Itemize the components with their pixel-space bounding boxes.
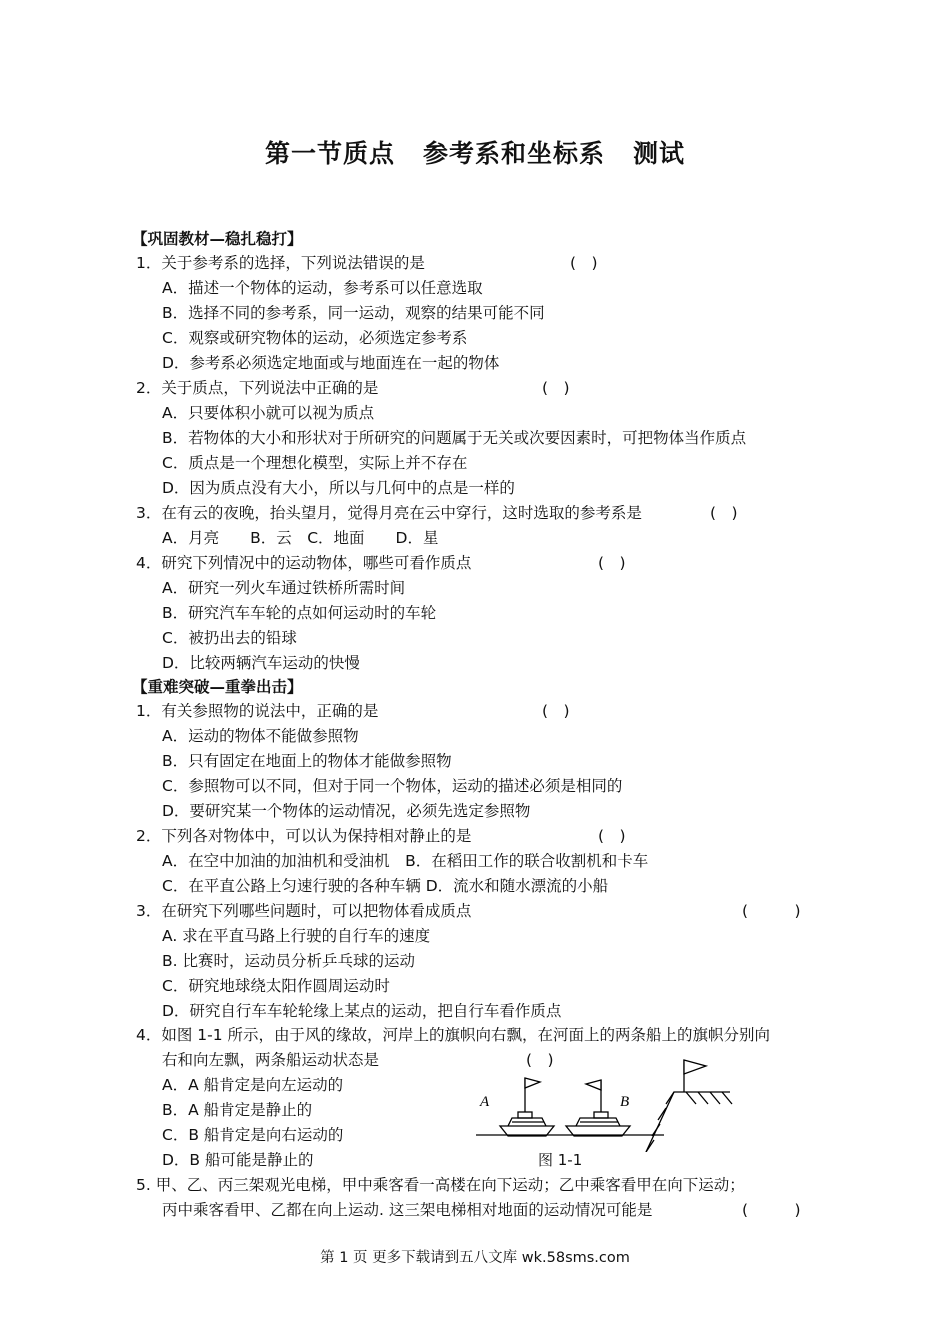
s2-q1-d: D．要研究某一个物体的运动情况，必须先选定参照物 xyxy=(162,802,531,820)
page-footer: 第 1 页 更多下载请到五八文库 wk.58sms.com xyxy=(320,1250,630,1266)
boat-b-label: B xyxy=(620,1094,630,1110)
title-part-2: 参考系和坐标系 xyxy=(422,139,605,168)
s1-q4-b: B．研究汽车车轮的点如何运动时的车轮 xyxy=(162,604,437,622)
flag-b xyxy=(586,1080,601,1090)
s1-q2-stem: 2．关于质点，下列说法中正确的是 xyxy=(136,379,379,397)
s2-q2-stem: 2．下列各对物体中，可以认为保持相对静止的是 xyxy=(136,827,472,845)
s1-q2-paren: ( ) xyxy=(542,379,570,397)
s2-q1-stem: 1．有关参照物的说法中，正确的是 xyxy=(136,702,379,720)
title-part-3: 测试 xyxy=(633,139,686,168)
s2-q3-stem: 3．在研究下列哪些问题时，可以把物体看成质点 xyxy=(136,902,472,920)
s1-q4-stem: 4．研究下列情况中的运动物体，哪些可看作质点 xyxy=(136,554,472,572)
s1-q1-b: B．选择不同的参考系，同一运动，观察的结果可能不同 xyxy=(162,304,545,322)
s2-q2-paren: ( ) xyxy=(598,827,626,845)
river-bank xyxy=(646,1060,732,1152)
page-title xyxy=(0,134,950,170)
s2-q4-b: B．A 船肯定是静止的 xyxy=(162,1101,313,1119)
s2-q4-stem-1: 4．如图 1-1 所示，由于风的缘故，河岸上的旗帜向右飘，在河面上的两条船上的旗帜分别向 xyxy=(136,1026,771,1044)
title-part-1: 第一节质点 xyxy=(264,139,395,168)
boat-a-label: A xyxy=(480,1094,490,1110)
section-heading-1: 【巩固教材—稳扎稳打】 xyxy=(132,230,303,248)
s1-q1-a: A．描述一个物体的运动，参考系可以任意选取 xyxy=(162,279,483,297)
s2-q1-c: C．参照物可以不同，但对于同一个物体，运动的描述必须是相同的 xyxy=(162,777,623,795)
s2-q4-paren: ( ) xyxy=(526,1051,554,1069)
s1-q4-d: D．比较两辆汽车运动的快慢 xyxy=(162,654,360,672)
s2-q4-stem-2: 右和向左飘，两条船运动状态是 xyxy=(162,1051,380,1069)
s2-q3-d: D．研究自行车车轮轮缘上某点的运动，把自行车看作质点 xyxy=(162,1002,562,1020)
s2-q1-paren: ( ) xyxy=(542,702,570,720)
s1-q2-a: A．只要体积小就可以视为质点 xyxy=(162,404,375,422)
s2-q3-a: A. 求在平直马路上行驶的自行车的速度 xyxy=(162,927,431,945)
s1-q1-d: D．参考系必须选定地面或与地面连在一起的物体 xyxy=(162,354,500,372)
s1-q3-opts: A．月亮 B．云 C．地面 D．星 xyxy=(162,529,439,547)
s2-q3-b: B. 比赛时，运动员分析乒乓球的运动 xyxy=(162,952,415,970)
s2-q4-a: A．A 船肯定是向左运动的 xyxy=(162,1076,344,1094)
s2-q5-stem-2: 丙中乘客看甲、乙都在向上运动. 这三架电梯相对地面的运动情况可能是 xyxy=(162,1201,653,1219)
s1-q1-stem: 1．关于参考系的选择，下列说法错误的是 xyxy=(136,254,425,272)
s1-q4-a: A．研究一列火车通过铁桥所需时间 xyxy=(162,579,406,597)
s2-q4-c: C．B 船肯定是向右运动的 xyxy=(162,1126,344,1144)
figure-caption: 图 1-1 xyxy=(538,1151,583,1169)
section-heading-2: 【重难突破—重拳出击】 xyxy=(132,678,303,696)
s1-q3-stem: 3．在有云的夜晚，抬头望月，觉得月亮在云中穿行，这时选取的参考系是 xyxy=(136,504,642,522)
s2-q1-b: B．只有固定在地面上的物体才能做参照物 xyxy=(162,752,452,770)
s2-q5-paren: ( ) xyxy=(742,1201,801,1219)
s1-q2-b: B．若物体的大小和形状对于所研究的问题属于无关或次要因素时，可把物体当作质点 xyxy=(162,429,747,447)
s2-q2-cd: C．在平直公路上匀速行驶的各种车辆 D．流水和随水漂流的小船 xyxy=(162,877,609,895)
s1-q4-c: C．被扔出去的铅球 xyxy=(162,629,297,647)
s1-q4-paren: ( ) xyxy=(598,554,626,572)
figure-1-1 xyxy=(470,1052,760,1152)
s2-q3-paren: ( ) xyxy=(742,902,801,920)
flag-bank xyxy=(684,1060,706,1074)
s2-q5-stem-1: 5. 甲、乙、丙三架观光电梯，甲中乘客看一高楼在向下运动；乙中乘客看甲在向下运动； xyxy=(136,1176,745,1194)
s1-q1-paren: ( ) xyxy=(570,254,598,272)
s2-q4-d: D．B 船可能是静止的 xyxy=(162,1151,314,1169)
s2-q2-ab: A．在空中加油的加油机和受油机 B．在稻田工作的联合收割机和卡车 xyxy=(162,852,649,870)
s2-q1-a: A．运动的物体不能做参照物 xyxy=(162,727,359,745)
s1-q2-c: C．质点是一个理想化模型，实际上并不存在 xyxy=(162,454,468,472)
s1-q3-paren: ( ) xyxy=(710,504,738,522)
flag-a xyxy=(525,1078,540,1088)
s1-q2-d: D．因为质点没有大小，所以与几何中的点是一样的 xyxy=(162,479,515,497)
s2-q3-c: C．研究地球绕太阳作圆周运动时 xyxy=(162,977,390,995)
s1-q1-c: C．观察或研究物体的运动，必须选定参考系 xyxy=(162,329,468,347)
